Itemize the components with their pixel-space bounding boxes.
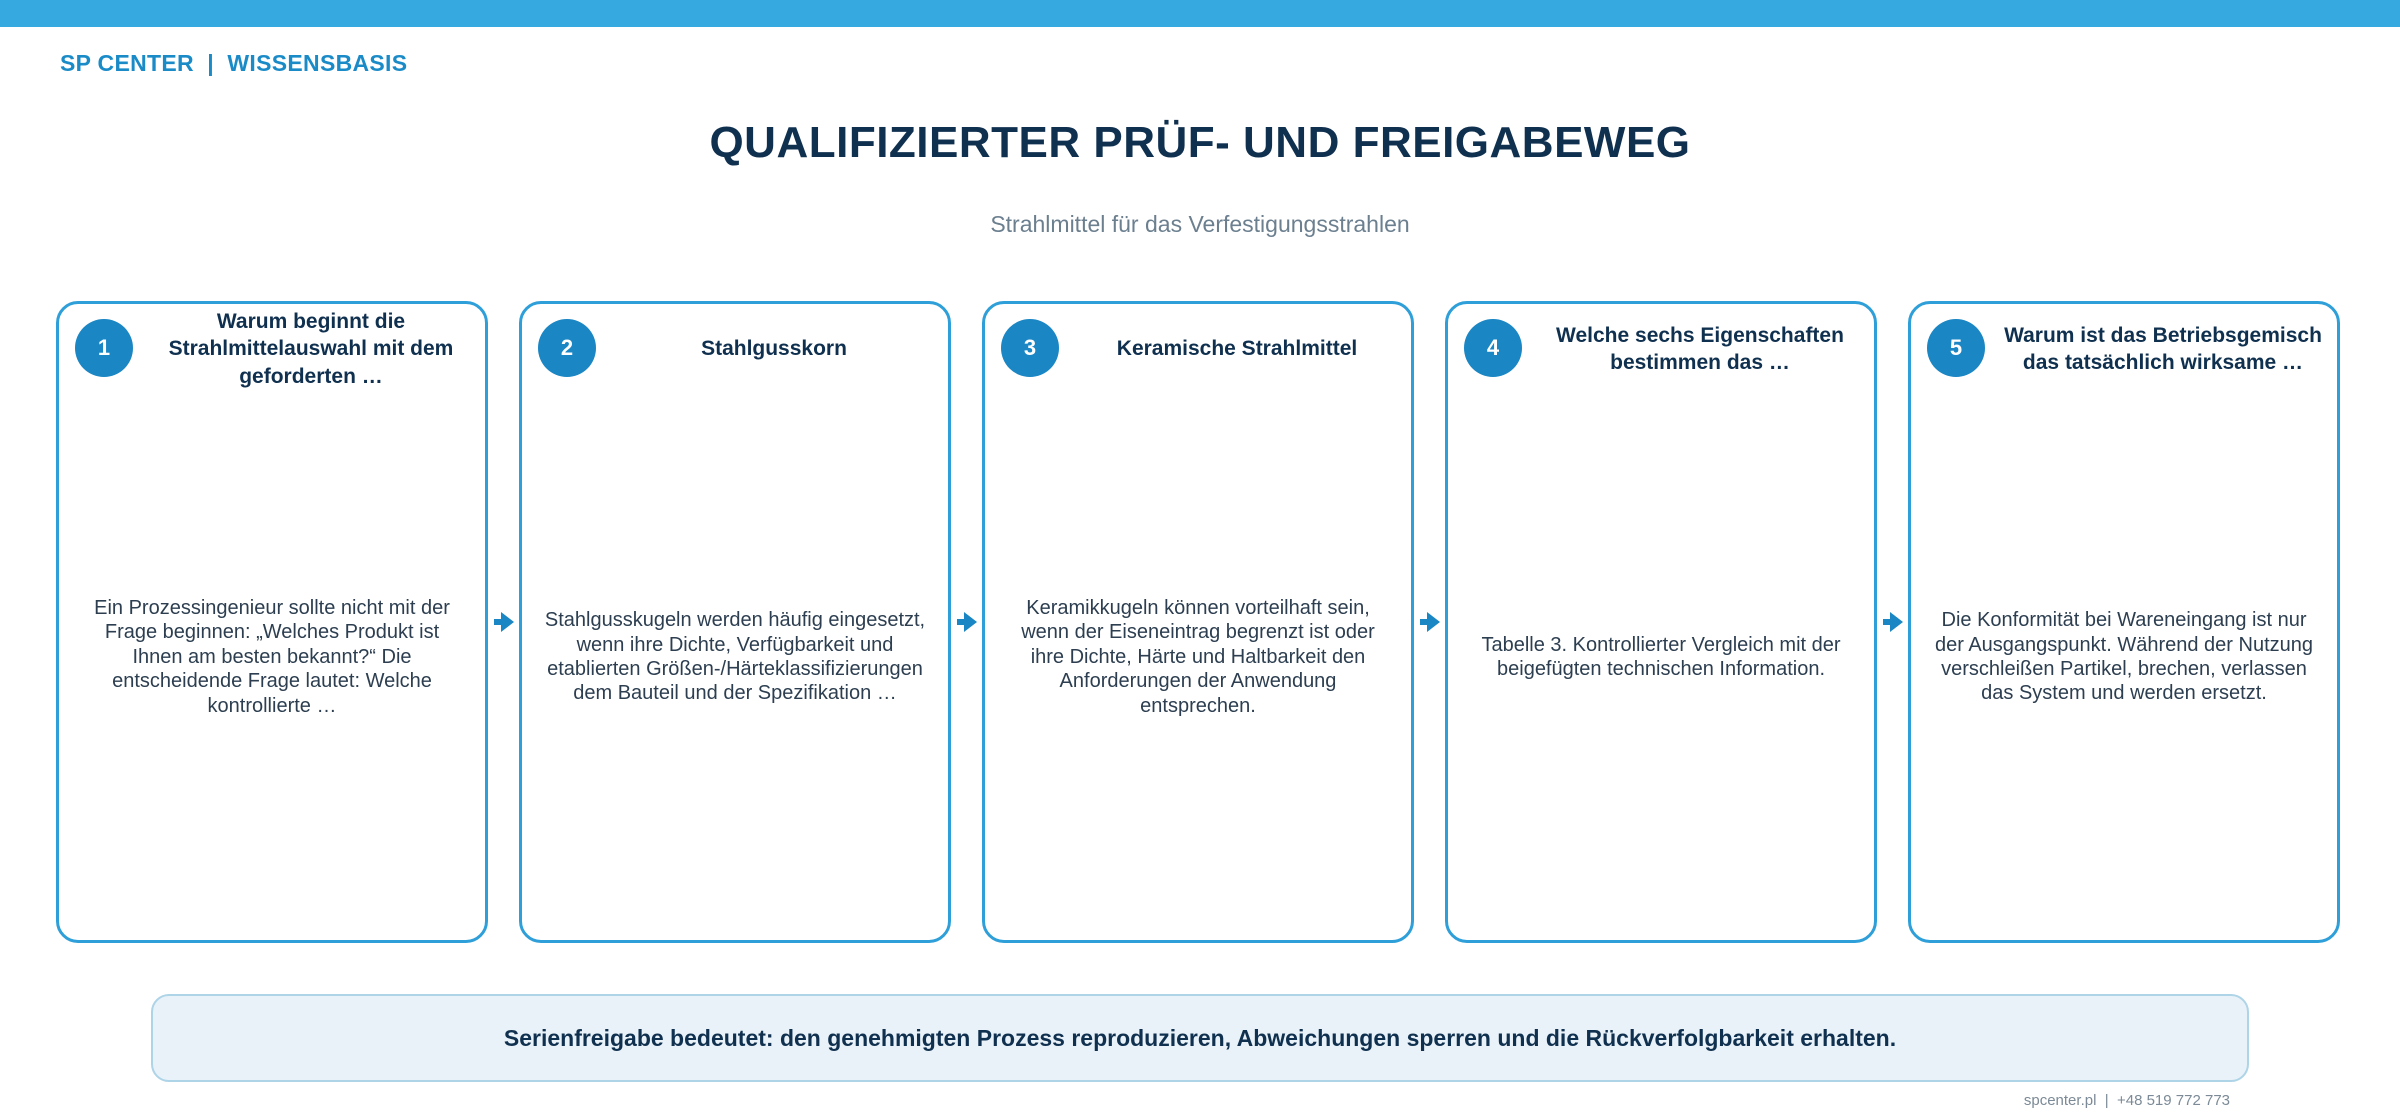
step-number-badge: 3 bbox=[1001, 319, 1059, 377]
step-description: Tabelle 3. Kontrollierter Vergleich mit der beigefügten technischen Information. bbox=[1481, 633, 1841, 680]
step-description: Stahlgusskugeln werden häufig eingesetzt, wenn ihre Dichte, Verfügbarkeit und etablierten Größen-/Härteklassifizierungen dem Bauteil und der Spezifikation … bbox=[544, 609, 926, 705]
step-card-3 bbox=[982, 301, 1414, 943]
step-card-1 bbox=[56, 301, 488, 943]
step-number-badge: 1 bbox=[75, 319, 133, 377]
step-card-2 bbox=[519, 301, 951, 943]
page-title: QUALIFIZIERTER PRÜF- UND FREIGABEWEG bbox=[709, 118, 1691, 167]
step-title: Welche sechs Eigenschaften bestimmen das … bbox=[1556, 323, 1844, 374]
arrow-right-icon bbox=[1420, 609, 1440, 635]
page-subtitle: Strahlmittel für das Verfestigungsstrahlen bbox=[990, 211, 1410, 237]
step-number-badge: 4 bbox=[1464, 319, 1522, 377]
step-card-4 bbox=[1445, 301, 1877, 943]
step-description: Die Konformität bei Wareneingang ist nur der Ausgangspunkt. Während der Nutzung verschleißen Partikel, brechen, verlassen das System und werden ersetzt. bbox=[1934, 609, 2314, 705]
step-title: Stahlgusskorn bbox=[701, 337, 847, 361]
step-number-badge: 2 bbox=[538, 319, 596, 377]
step-card-5 bbox=[1908, 301, 2340, 943]
top-accent-bar bbox=[0, 0, 2400, 27]
footer-contact: spcenter.pl | +48 519 772 773 bbox=[2023, 1092, 2230, 1109]
summary-callout: Serienfreigabe bedeutet: den genehmigten Prozess reproduzieren, Abweichungen sperren und die Rückverfolgbarkeit erhalten. bbox=[151, 994, 2249, 1082]
arrow-right-icon bbox=[1883, 609, 1903, 635]
step-title: Warum ist das Betriebsgemisch das tatsächlich wirksame … bbox=[2004, 323, 2322, 374]
arrow-right-icon bbox=[494, 609, 514, 635]
brand-header: SP CENTER | WISSENSBASIS bbox=[60, 50, 408, 76]
step-title: Keramische Strahlmittel bbox=[1116, 337, 1358, 361]
step-description: Ein Prozessingenieur sollte nicht mit der Frage beginnen: „Welches Produkt ist Ihnen am besten bekannt?“ Die entscheidende Frage lautet: Welche kontrollierte … bbox=[94, 597, 450, 717]
step-number-badge: 5 bbox=[1927, 319, 1985, 377]
arrow-right-icon bbox=[957, 609, 977, 635]
step-title: Warum beginnt die Strahlmittelauswahl mit dem geforderten … bbox=[168, 310, 454, 388]
step-description: Keramikkugeln können vorteilhaft sein, wenn der Eiseneintrag begrenzt ist oder ihre Dichte, Härte und Haltbarkeit den Anforderungen der Anwendung entsprechen. bbox=[1021, 597, 1375, 717]
